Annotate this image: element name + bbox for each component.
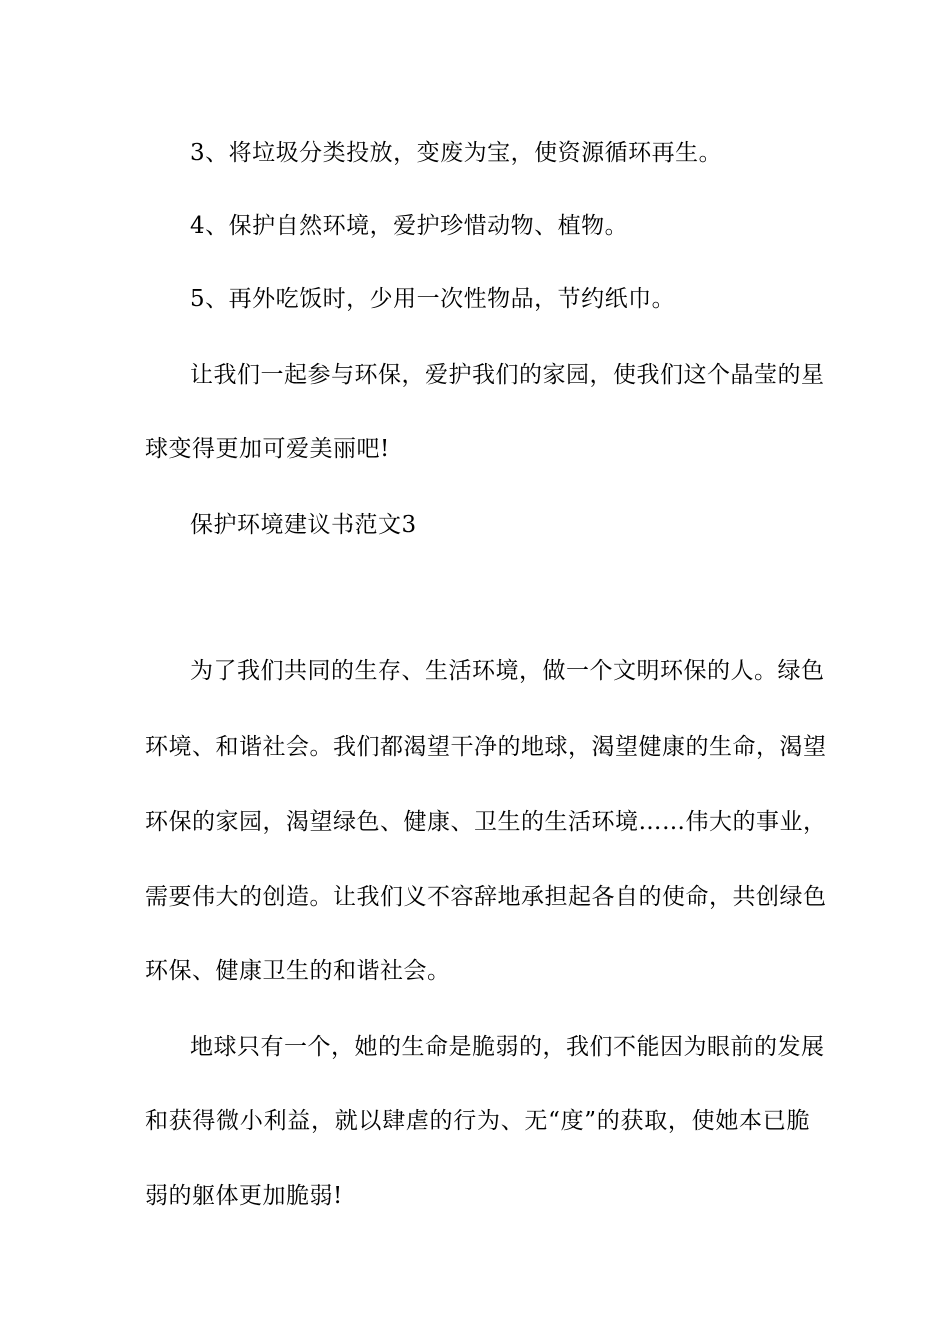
list-item-4: 4、保护自然环境，爱护珍惜动物、植物。	[190, 213, 629, 239]
paragraph-line: 环保的家园，渴望绿色、健康、卫生的生活环境……伟大的事业，	[145, 809, 827, 835]
paragraph-line: 环保、健康卫生的和谐社会。	[145, 958, 451, 984]
closing-paragraph-line: 让我们一起参与环保，爱护我们的家园，使我们这个晶莹的星	[190, 362, 825, 388]
closing-paragraph-line: 球变得更加可爱美丽吧!	[145, 436, 390, 462]
list-item-5: 5、再外吃饭时，少用一次性物品，节约纸巾。	[190, 286, 676, 312]
paragraph-line: 需要伟大的创造。让我们义不容辞地承担起各自的使命，共创绿色	[145, 884, 827, 910]
paragraph-line: 为了我们共同的生存、生活环境，做一个文明环保的人。绿色	[190, 658, 825, 684]
paragraph-line: 弱的躯体更加脆弱!	[145, 1183, 343, 1209]
paragraph-line: 地球只有一个，她的生命是脆弱的，我们不能因为眼前的发展	[190, 1034, 825, 1060]
paragraph-line: 环境、和谐社会。我们都渴望干净的地球，渴望健康的生命，渴望	[145, 734, 827, 760]
paragraph-line: 和获得微小利益，就以肆虐的行为、无“度”的获取，使她本已脆	[145, 1108, 810, 1134]
list-item-3: 3、将垃圾分类投放，变废为宝，使资源循环再生。	[190, 140, 723, 166]
section-heading: 保护环境建议书范文3	[190, 512, 417, 538]
